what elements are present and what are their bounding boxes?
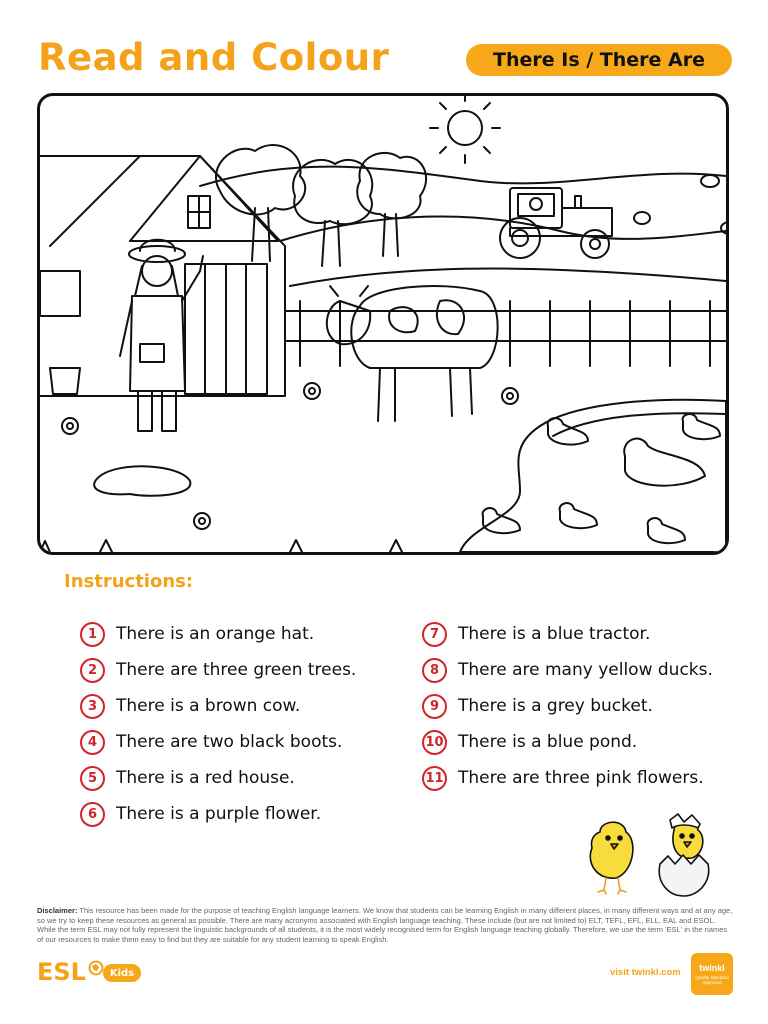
- instruction-item: [80, 652, 356, 688]
- disclaimer-label: Disclaimer:: [37, 906, 78, 915]
- instruction-item: [422, 724, 713, 760]
- instruction-text: There is a blue tractor.: [458, 624, 651, 644]
- instruction-number: 5: [80, 766, 105, 791]
- instruction-text: There is a brown cow.: [116, 696, 301, 716]
- instruction-item: [80, 688, 356, 724]
- instruction-item: [80, 724, 356, 760]
- instruction-text: There are two black boots.: [116, 732, 343, 752]
- esl-logo: [37, 958, 104, 986]
- instructions-left-column: [80, 616, 356, 832]
- instruction-number: 2: [80, 658, 105, 683]
- instruction-item: [422, 652, 713, 688]
- instruction-item: [422, 616, 713, 652]
- instruction-number: 6: [80, 802, 105, 827]
- cow-icon: [327, 286, 498, 421]
- instruction-item: [422, 688, 713, 724]
- pond-icon: [460, 400, 726, 552]
- kids-badge: Kids: [103, 964, 141, 982]
- disclaimer-body: This resource has been made for the purpose of teaching English language learners. We know that students can be learning English in many different places, in many different ways and at any age, so we try to keep these resources as general as possible. There are many acronyms associated with English language teaching. These include (but are not limited to) ELT, TEFL, EFL, ELL, EAL and ESOL. While the term ESL may not fully represent the linguistic backgrounds of all students, it is the most widely recognised term for English language teaching globally. Therefore, we use the term 'ESL' in the names of our resources to make them easy to find but they are suitable for any student learning to speak English.: [37, 906, 733, 944]
- bucket-icon: [50, 368, 80, 394]
- instruction-text: There is a blue pond.: [458, 732, 638, 752]
- chicks-illustration: [578, 812, 718, 902]
- badge-title: twinkl: [699, 963, 725, 973]
- instruction-item: [422, 760, 713, 796]
- instruction-item: [80, 796, 356, 832]
- globe-icon: [88, 960, 104, 976]
- barn-icon: [40, 156, 285, 396]
- farmer-icon: [120, 240, 203, 431]
- instruction-number: 7: [422, 622, 447, 647]
- twinkl-quality-badge: [691, 953, 733, 995]
- instruction-number: 9: [422, 694, 447, 719]
- instruction-number: 10: [422, 730, 447, 755]
- puddle-icon: [94, 466, 190, 495]
- page-title: Read and Colour: [38, 36, 390, 79]
- instruction-number: 8: [422, 658, 447, 683]
- instruction-text: There is an orange hat.: [116, 624, 315, 644]
- instructions-heading: Instructions:: [64, 571, 194, 592]
- instruction-item: [80, 616, 356, 652]
- instruction-number: 1: [80, 622, 105, 647]
- instruction-number: 3: [80, 694, 105, 719]
- flowers-icon: [62, 383, 518, 529]
- instruction-text: There are three pink flowers.: [458, 768, 704, 788]
- disclaimer-text: [37, 906, 733, 944]
- instruction-number: 11: [422, 766, 447, 791]
- farm-coloring-illustration: [37, 93, 729, 555]
- topic-badge: There Is / There Are: [466, 44, 732, 76]
- instructions-right-column: [422, 616, 713, 796]
- instruction-item: [80, 760, 356, 796]
- instruction-text: There are many yellow ducks.: [458, 660, 713, 680]
- chicks-icon: [578, 812, 718, 898]
- instruction-text: There are three green trees.: [116, 660, 357, 680]
- instruction-number: 4: [80, 730, 105, 755]
- sun-icon: [430, 96, 500, 163]
- visit-twinkl-link[interactable]: visit twinkl.com: [610, 967, 681, 978]
- badge-subtitle: Quality Standard Approved: [695, 975, 729, 985]
- instruction-text: There is a red house.: [116, 768, 295, 788]
- instruction-text: There is a purple flower.: [116, 804, 322, 824]
- ducks-icon: [483, 414, 720, 543]
- instruction-text: There is a grey bucket.: [458, 696, 653, 716]
- esl-logo-text: ESL: [37, 958, 86, 986]
- farm-scene-drawing: [40, 96, 726, 552]
